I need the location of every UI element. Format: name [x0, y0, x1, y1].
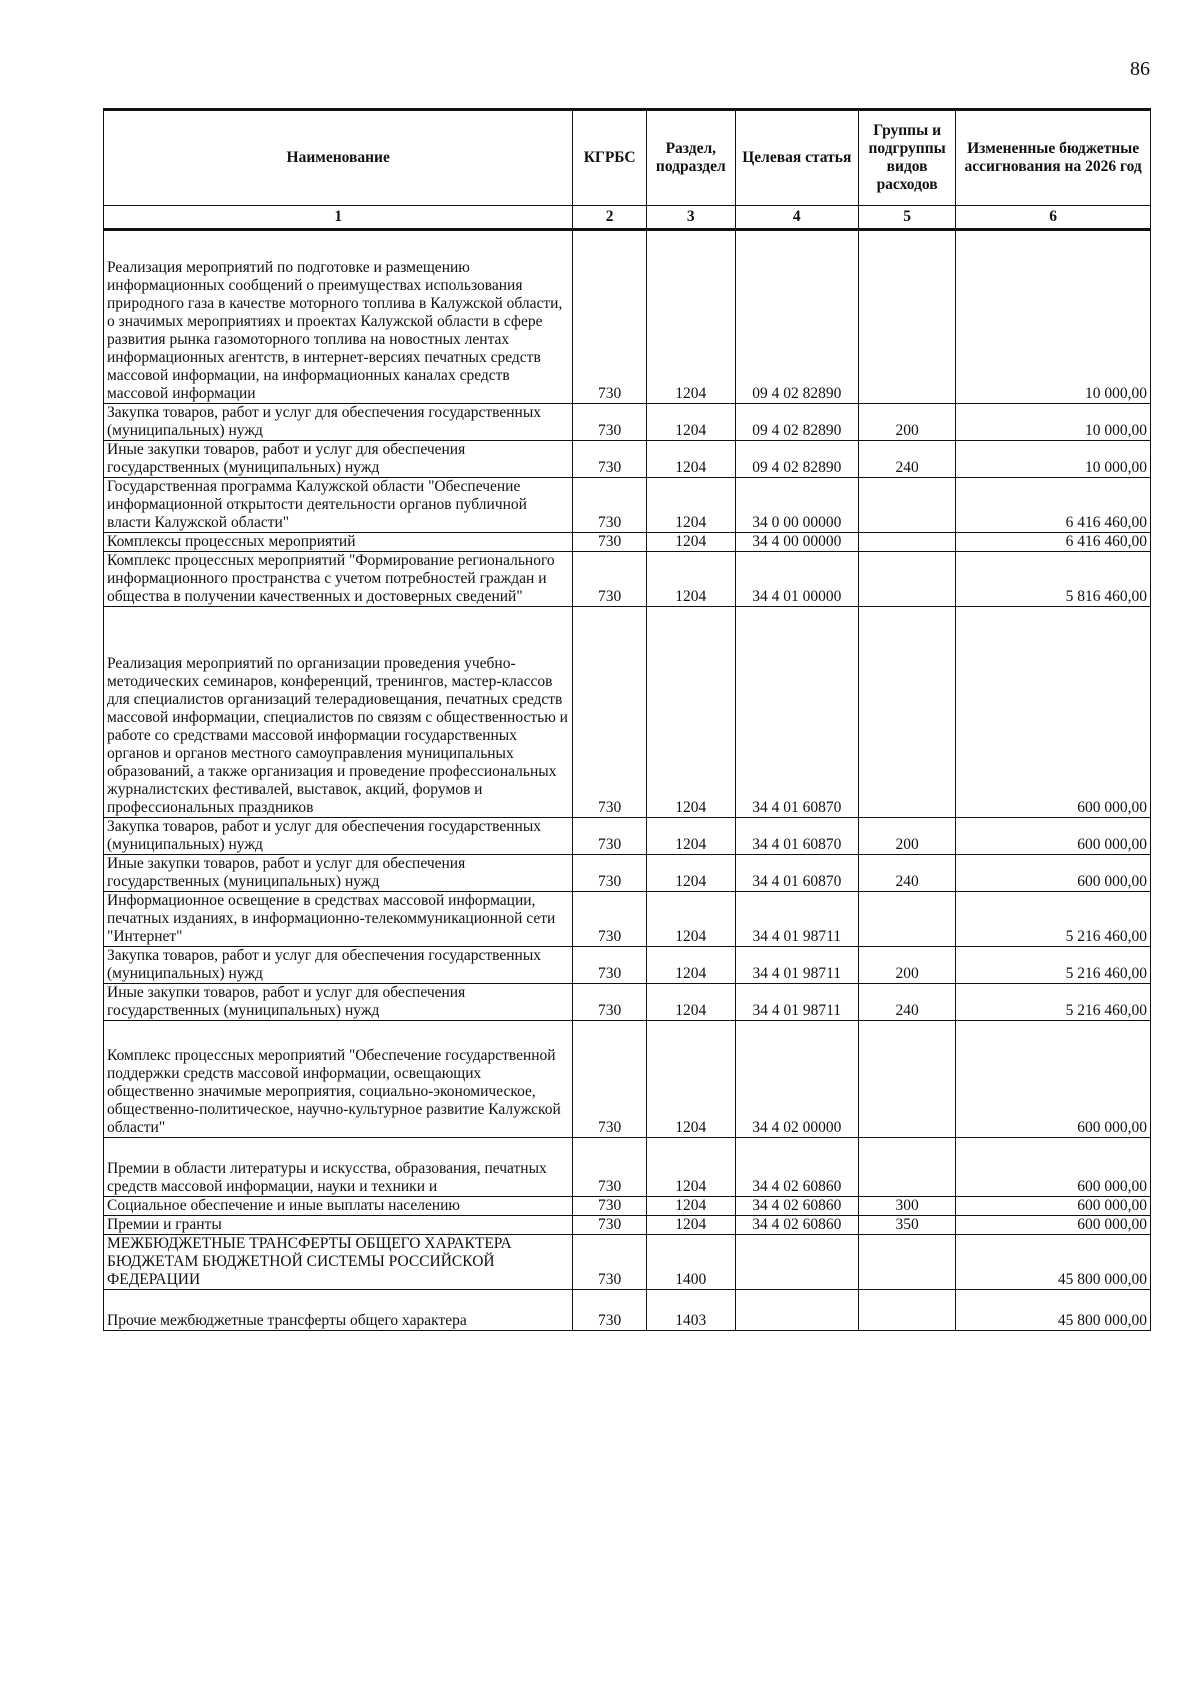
row-group [858, 1235, 955, 1290]
row-group: 300 [858, 1197, 955, 1216]
row-kgrbs: 730 [573, 404, 647, 441]
row-amount: 10 000,00 [956, 404, 1151, 441]
row-group [858, 607, 955, 818]
header-section: Раздел, подраздел [646, 110, 735, 206]
row-target [735, 1290, 858, 1331]
row-target: 34 4 01 60870 [735, 818, 858, 855]
table-row [104, 1290, 1151, 1331]
page-number: 86 [1130, 58, 1150, 80]
row-amount: 600 000,00 [956, 818, 1151, 855]
row-section: 1204 [646, 818, 735, 855]
row-group: 200 [858, 404, 955, 441]
row-group: 240 [858, 441, 955, 478]
row-section: 1204 [646, 230, 735, 404]
row-target: 34 4 02 60860 [735, 1216, 858, 1235]
budget-table [103, 108, 1151, 1331]
row-target: 34 4 02 60860 [735, 1197, 858, 1216]
row-section: 1204 [646, 1216, 735, 1235]
row-name: Закупка товаров, работ и услуг для обеспечения государственных (муниципальных) нужд [104, 818, 573, 855]
row-section: 1204 [646, 1197, 735, 1216]
table-row [104, 552, 1151, 607]
row-kgrbs: 730 [573, 855, 647, 892]
row-amount: 6 416 460,00 [956, 478, 1151, 533]
row-amount: 5 216 460,00 [956, 947, 1151, 984]
row-amount: 45 800 000,00 [956, 1290, 1151, 1331]
table-row [104, 404, 1151, 441]
row-kgrbs: 730 [573, 441, 647, 478]
row-amount: 10 000,00 [956, 230, 1151, 404]
row-name: Премии и гранты [104, 1216, 573, 1235]
table-header-row [104, 110, 1151, 206]
table-row [104, 1138, 1151, 1197]
row-kgrbs: 730 [573, 818, 647, 855]
row-group: 200 [858, 818, 955, 855]
row-kgrbs: 730 [573, 984, 647, 1021]
row-kgrbs: 730 [573, 947, 647, 984]
column-number: 1 [104, 206, 573, 230]
row-section: 1204 [646, 607, 735, 818]
row-kgrbs: 730 [573, 1138, 647, 1197]
row-section: 1204 [646, 404, 735, 441]
row-section: 1204 [646, 947, 735, 984]
table-row [104, 607, 1151, 818]
row-amount: 600 000,00 [956, 1197, 1151, 1216]
header-kgrbs: КГРБС [573, 110, 647, 206]
row-amount: 5 216 460,00 [956, 984, 1151, 1021]
row-section: 1204 [646, 984, 735, 1021]
column-number: 4 [735, 206, 858, 230]
row-group: 200 [858, 947, 955, 984]
row-group [858, 1290, 955, 1331]
row-section: 1204 [646, 441, 735, 478]
row-name: Премии в области литературы и искусства, образования, печатных средств массовой информации, науки и техники и [104, 1138, 573, 1197]
row-target: 34 4 01 98711 [735, 892, 858, 947]
row-name: МЕЖБЮДЖЕТНЫЕ ТРАНСФЕРТЫ ОБЩЕГО ХАРАКТЕРА БЮДЖЕТАМ БЮДЖЕТНОЙ СИСТЕМЫ РОССИЙСКОЙ ФЕДЕРАЦИИ [104, 1235, 573, 1290]
row-group: 240 [858, 855, 955, 892]
row-name: Реализация мероприятий по подготовке и размещению информационных сообщений о преимуществах использования природного газа в качестве моторного топлива в Калужской области, о значимых мероприятиях и проектах Калужской области в сфере развития рынка газомоторного топлива на новостных лентах информационных агентств, в интернет-версиях печатных средств массовой информации, на информационных каналах средств массовой информации [104, 230, 573, 404]
row-group: 350 [858, 1216, 955, 1235]
row-group [858, 533, 955, 552]
row-amount: 600 000,00 [956, 1138, 1151, 1197]
table-row [104, 1235, 1151, 1290]
row-target: 09 4 02 82890 [735, 230, 858, 404]
table-row [104, 984, 1151, 1021]
row-amount: 600 000,00 [956, 855, 1151, 892]
row-target: 09 4 02 82890 [735, 441, 858, 478]
row-kgrbs: 730 [573, 1290, 647, 1331]
row-group [858, 1021, 955, 1138]
row-kgrbs: 730 [573, 1021, 647, 1138]
row-section: 1204 [646, 1021, 735, 1138]
table-row [104, 892, 1151, 947]
row-amount: 600 000,00 [956, 1021, 1151, 1138]
row-kgrbs: 730 [573, 892, 647, 947]
row-section: 1204 [646, 855, 735, 892]
table-row [104, 1021, 1151, 1138]
table-row [104, 1197, 1151, 1216]
table-row [104, 947, 1151, 984]
row-kgrbs: 730 [573, 478, 647, 533]
row-name: Комплексы процессных мероприятий [104, 533, 573, 552]
row-amount: 5 216 460,00 [956, 892, 1151, 947]
table-body [104, 230, 1151, 1331]
row-group [858, 892, 955, 947]
table-row [104, 441, 1151, 478]
row-target: 34 0 00 00000 [735, 478, 858, 533]
row-kgrbs: 730 [573, 533, 647, 552]
table-row [104, 533, 1151, 552]
row-name: Реализация мероприятий по организации проведения учебно-методических семинаров, конференций, тренингов, мастер-классов для специалистов организаций телерадиовещания, печатных средств массовой информации, специалистов по связям с общественностью и работе со средствами массовой информации государственных органов и органов местного самоуправления муниципальных образований, а также организация и проведение профессиональных журналистских фестивалей, выставок, акций, форумов и профессиональных праздников [104, 607, 573, 818]
row-name: Иные закупки товаров, работ и услуг для обеспечения государственных (муниципальных) нужд [104, 984, 573, 1021]
table-row [104, 230, 1151, 404]
row-amount: 5 816 460,00 [956, 552, 1151, 607]
column-numbers-row [104, 206, 1151, 230]
row-target: 34 4 01 00000 [735, 552, 858, 607]
row-kgrbs: 730 [573, 607, 647, 818]
row-group [858, 552, 955, 607]
row-name: Закупка товаров, работ и услуг для обеспечения государственных (муниципальных) нужд [104, 404, 573, 441]
row-name: Государственная программа Калужской области "Обеспечение информационной открытости деятельности органов публичной власти Калужской области" [104, 478, 573, 533]
header-amount: Измененные бюджетные ассигнования на 2026 год [956, 110, 1151, 206]
row-name: Прочие межбюджетные трансферты общего характера [104, 1290, 573, 1331]
row-amount: 600 000,00 [956, 1216, 1151, 1235]
row-target: 34 4 01 98711 [735, 947, 858, 984]
row-section: 1204 [646, 1138, 735, 1197]
column-number: 6 [956, 206, 1151, 230]
row-section: 1204 [646, 478, 735, 533]
table-row [104, 818, 1151, 855]
row-group [858, 230, 955, 404]
row-section: 1400 [646, 1235, 735, 1290]
row-target: 34 4 02 60860 [735, 1138, 858, 1197]
row-kgrbs: 730 [573, 1197, 647, 1216]
header-groups: Группы и подгруппы видов расходов [858, 110, 955, 206]
row-kgrbs: 730 [573, 1216, 647, 1235]
table-row [104, 1216, 1151, 1235]
row-name: Информационное освещение в средствах массовой информации, печатных изданиях, в информационно-телекоммуникационной сети "Интернет" [104, 892, 573, 947]
row-section: 1204 [646, 533, 735, 552]
row-kgrbs: 730 [573, 1235, 647, 1290]
row-name: Комплекс процессных мероприятий "Обеспечение государственной поддержки средств массовой информации, освещающих общественно значимые мероприятия, социально-экономическое, общественно-политическое, научно-культурное развитие Калужской области" [104, 1021, 573, 1138]
header-target: Целевая статья [735, 110, 858, 206]
row-amount: 45 800 000,00 [956, 1235, 1151, 1290]
row-amount: 600 000,00 [956, 607, 1151, 818]
row-target: 34 4 01 60870 [735, 607, 858, 818]
row-group [858, 478, 955, 533]
row-section: 1204 [646, 892, 735, 947]
row-target [735, 1235, 858, 1290]
table-row [104, 855, 1151, 892]
column-number: 5 [858, 206, 955, 230]
row-section: 1204 [646, 552, 735, 607]
column-number: 2 [573, 206, 647, 230]
row-kgrbs: 730 [573, 552, 647, 607]
table-row [104, 478, 1151, 533]
row-name: Социальное обеспечение и иные выплаты населению [104, 1197, 573, 1216]
row-target: 34 4 01 98711 [735, 984, 858, 1021]
row-group: 240 [858, 984, 955, 1021]
row-target: 34 4 01 60870 [735, 855, 858, 892]
row-name: Комплекс процессных мероприятий "Формирование регионального информационного пространства с учетом потребностей граждан и общества в получении качественных и достоверных сведений" [104, 552, 573, 607]
row-target: 34 4 02 00000 [735, 1021, 858, 1138]
row-name: Закупка товаров, работ и услуг для обеспечения государственных (муниципальных) нужд [104, 947, 573, 984]
row-kgrbs: 730 [573, 230, 647, 404]
row-amount: 10 000,00 [956, 441, 1151, 478]
row-target: 34 4 00 00000 [735, 533, 858, 552]
row-section: 1403 [646, 1290, 735, 1331]
row-name: Иные закупки товаров, работ и услуг для обеспечения государственных (муниципальных) нужд [104, 441, 573, 478]
row-group [858, 1138, 955, 1197]
row-amount: 6 416 460,00 [956, 533, 1151, 552]
row-target: 09 4 02 82890 [735, 404, 858, 441]
row-name: Иные закупки товаров, работ и услуг для обеспечения государственных (муниципальных) нужд [104, 855, 573, 892]
column-number: 3 [646, 206, 735, 230]
header-name: Наименование [104, 110, 573, 206]
